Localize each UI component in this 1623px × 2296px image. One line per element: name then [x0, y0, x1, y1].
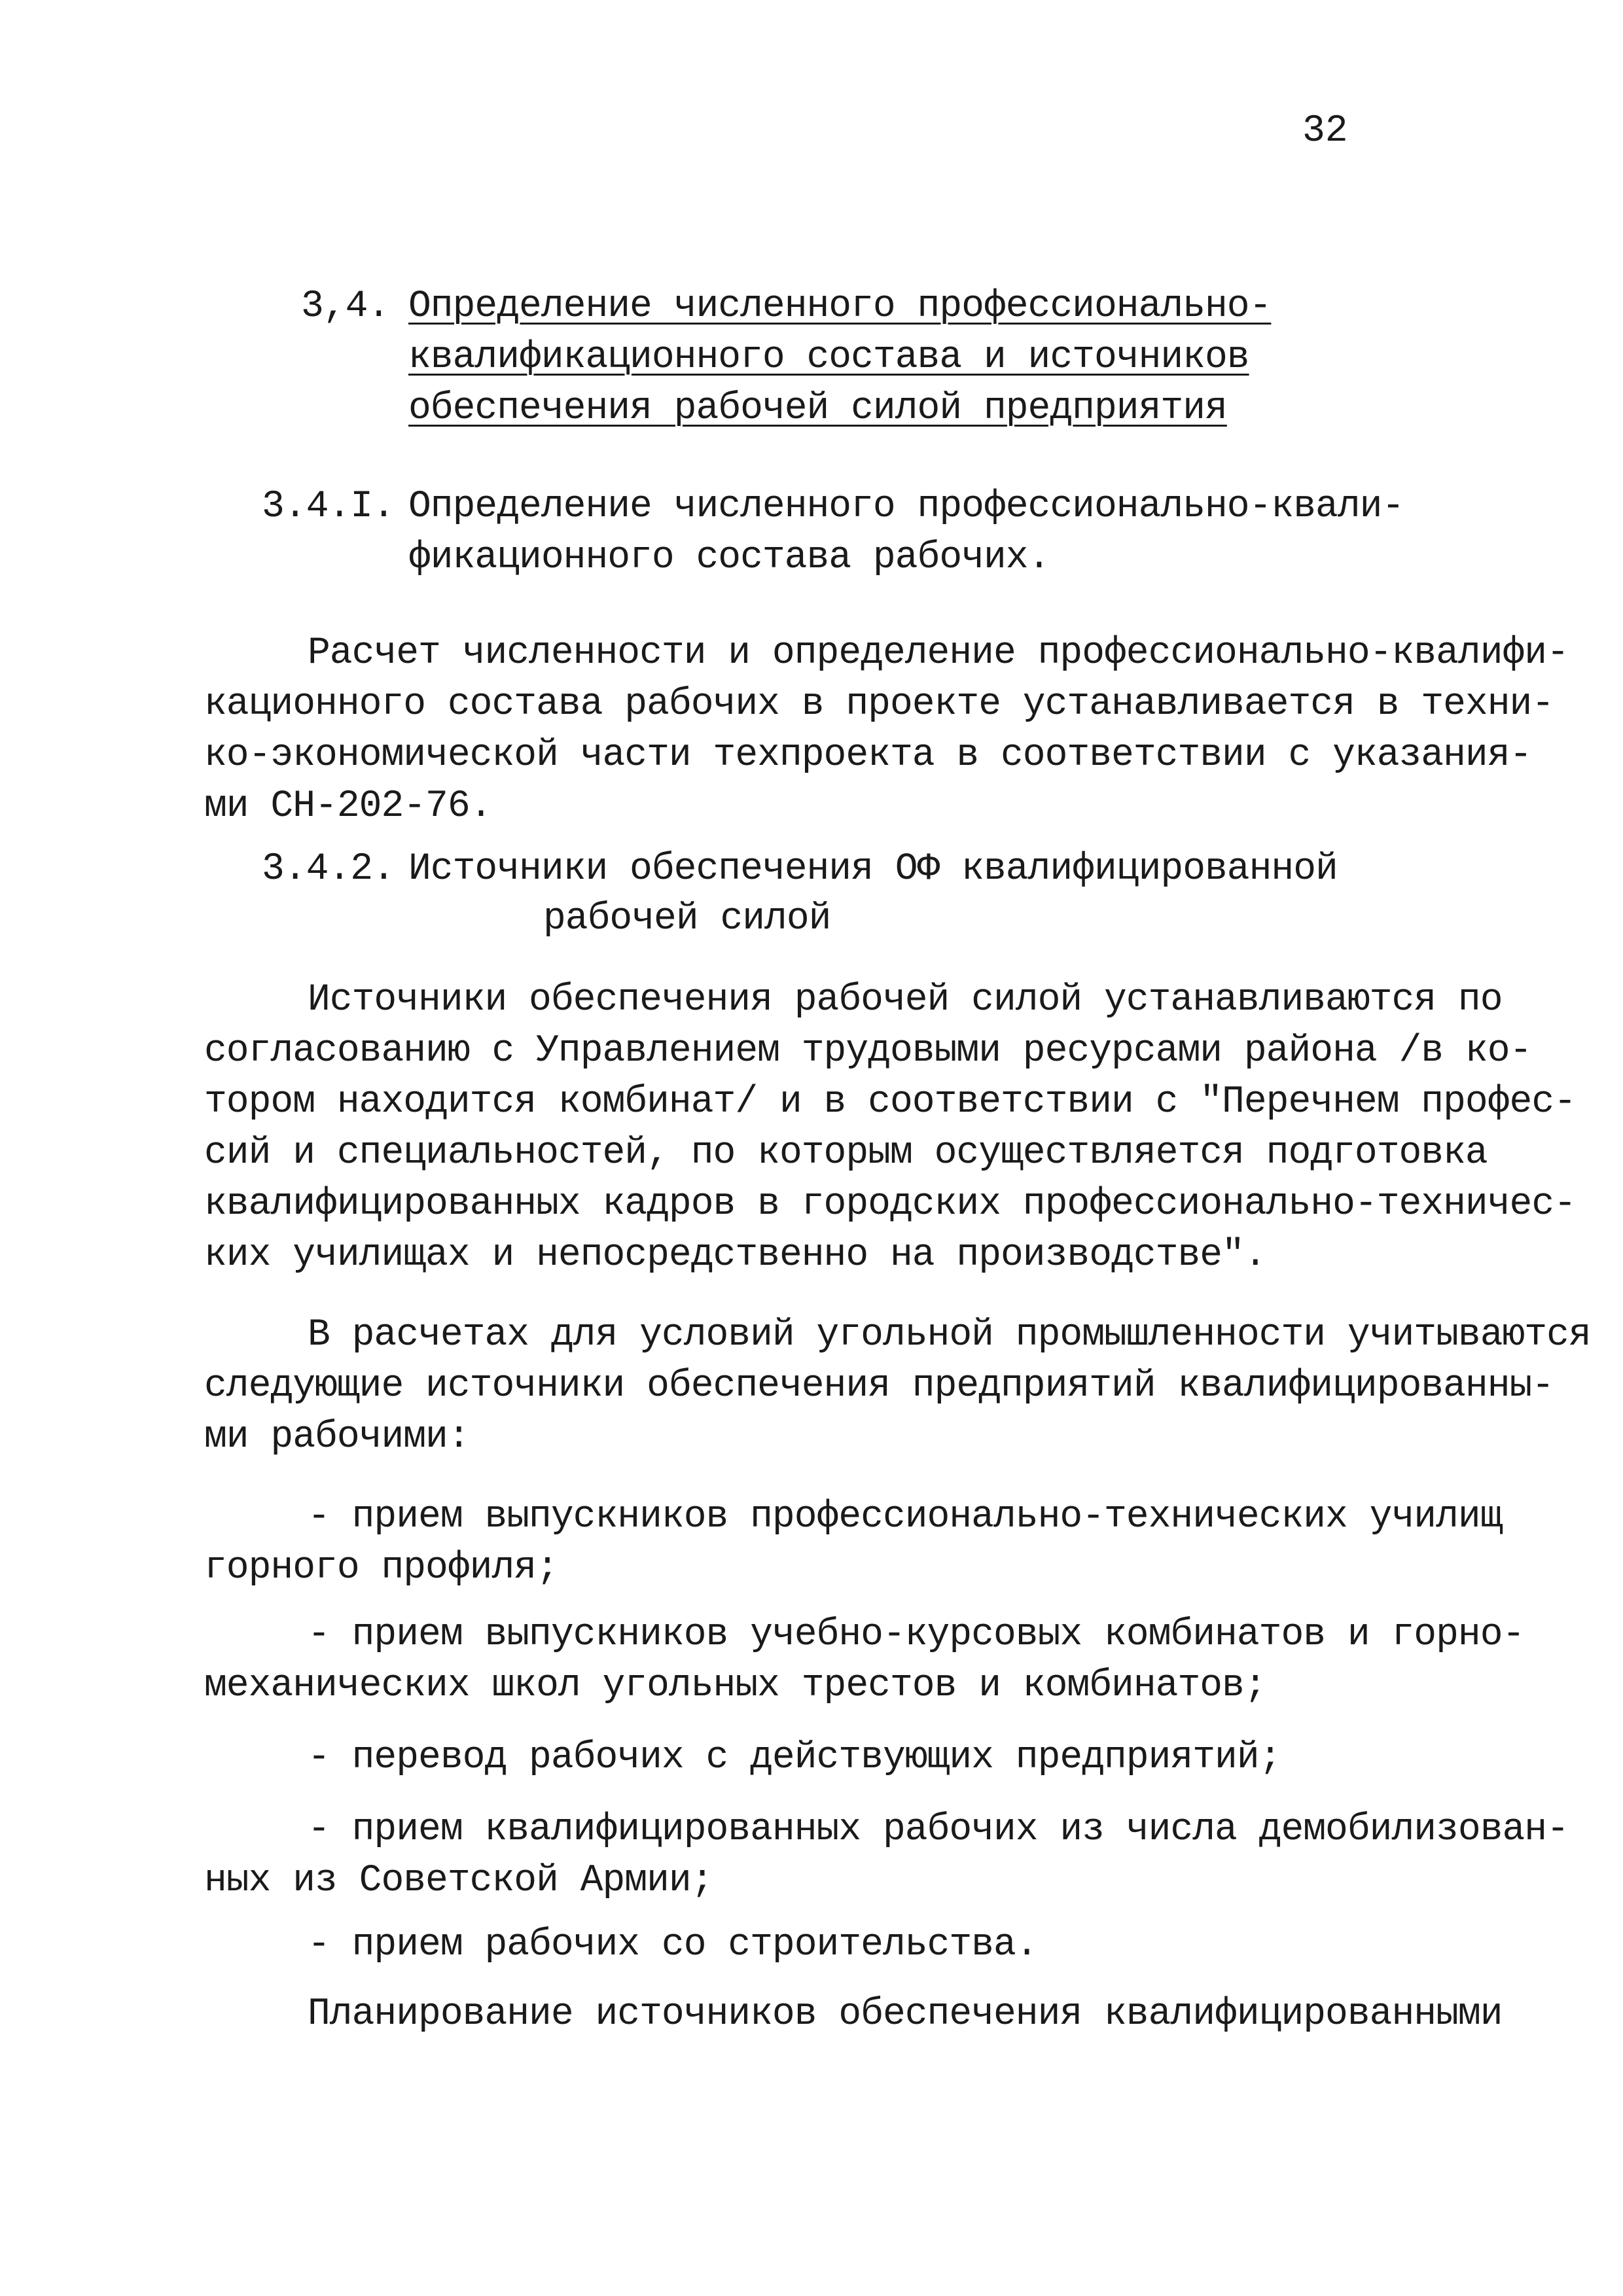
section-3-4-title-line-2: квалификационного состава и источников	[408, 336, 1249, 379]
section-3-4-2-number: 3.4.2.	[262, 848, 395, 891]
page-number: 32	[1302, 110, 1348, 152]
section-3-4-1-number: 3.4.I.	[262, 486, 395, 528]
section-3-4-1-title-line-1: Определение численного профессионально-квали-	[408, 486, 1404, 528]
paragraph-3-line-3: ми рабочими:	[204, 1416, 470, 1458]
list-item-4-line-1: - прием квалифицированных рабочих из числа демобилизован-	[308, 1809, 1569, 1851]
section-3-4-2-title-line-2: рабочей силой	[543, 898, 831, 940]
list-item-1-line-1: - прием выпускников профессионально-технических училищ	[308, 1496, 1503, 1538]
paragraph-1-line-3: ко-экономической части техпроекта в соответствии с указания-	[204, 734, 1532, 777]
section-3-4-1-title-line-2: фикационного состава рабочих.	[408, 537, 1050, 579]
paragraph-2-line-4: сий и специальностей, по которым осуществляется подготовка	[204, 1132, 1488, 1174]
paragraph-1-line-4: ми СН-202-76.	[204, 785, 492, 828]
paragraph-1-line-1: Расчет численности и определение профессионально-квалифи-	[308, 632, 1569, 675]
paragraph-2-line-3: тором находится комбинат/ и в соответствии с "Перечнем профес-	[204, 1081, 1576, 1123]
list-item-4-line-2: ных из Советской Армии;	[204, 1860, 713, 1902]
paragraph-3-line-1: В расчетах для условий угольной промышленности учитываются	[308, 1314, 1591, 1356]
list-item-1-line-2: горного профиля;	[204, 1547, 558, 1589]
section-3-4-title-line-3: обеспечения рабочей силой предприятия	[408, 387, 1227, 430]
section-3-4-title-line-1: Определение численного профессионально-	[408, 285, 1272, 328]
list-item-2-line-1: - прием выпускников учебно-курсовых комбинатов и горно-	[308, 1614, 1525, 1656]
paragraph-4-line-1: Планирование источников обеспечения квалифицированными	[308, 1993, 1503, 2036]
paragraph-1-line-2: кационного состава рабочих в проекте устанавливается в техни-	[204, 683, 1554, 726]
list-item-3-line-1: - перевод рабочих с действующих предприятий;	[308, 1737, 1281, 1779]
paragraph-2-line-6: ких училищах и непосредственно на производстве".	[204, 1234, 1266, 1277]
section-3-4-number: 3,4.	[301, 285, 390, 328]
paragraph-2-line-2: согласованию с Управлением трудовыми ресурсами района /в ко-	[204, 1030, 1532, 1072]
paragraph-3-line-2: следующие источники обеспечения предприятий квалифицированны-	[204, 1365, 1554, 1407]
section-3-4-2-title-line-1: Источники обеспечения ОФ квалифицированной	[408, 848, 1338, 891]
paragraph-2-line-5: квалифицированных кадров в городских профессионально-техничес-	[204, 1183, 1576, 1226]
paragraph-2-line-1: Источники обеспечения рабочей силой устанавливаются по	[308, 979, 1503, 1021]
list-item-5-line-1: - прием рабочих со строительства.	[308, 1924, 1038, 1966]
list-item-2-line-2: механических школ угольных трестов и комбинатов;	[204, 1665, 1266, 1707]
